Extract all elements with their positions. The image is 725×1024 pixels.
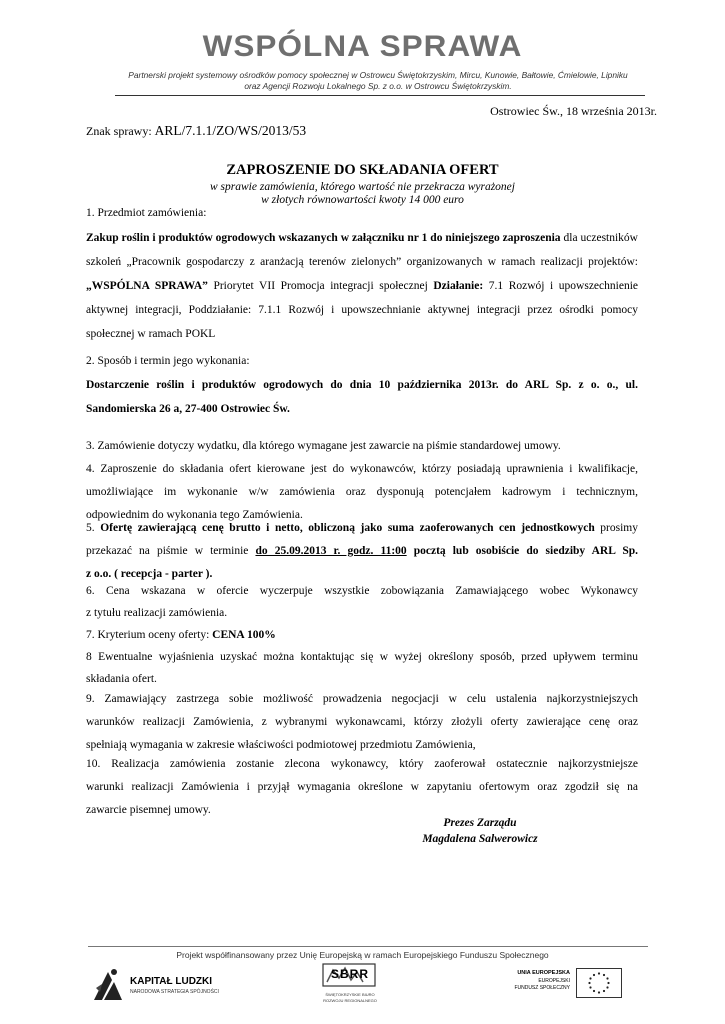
section6-line2: z tytułu realizacji zamówienia. [86,607,228,619]
section2-heading: 2. Sposób i termin jego wykonania: [86,355,250,367]
case-reference [86,123,306,139]
section7 [86,629,276,641]
section1-body [86,226,638,346]
document-date: Ostrowiec Św., 18 września 2013r. [490,104,657,118]
section1-text3: 7.1 Rozwój i upowszechnienie aktywnej integracji, Poddziałanie: 7.1.1 Rozwój i upowszechnianie aktywnej integracji przez ośrodki pomocy społecznej w ramach POKL [86,280,638,340]
eu-line2: EUROPEJSKI [538,978,570,984]
kapital-ludzki-title: KAPITAŁ LUDZKI [130,976,213,987]
kapital-ludzki-sub: NARODOWA STRATEGIA SPÓJNOŚCI [130,989,219,995]
signature-name: Magdalena Salwerowicz [422,833,538,845]
section4-line3: odpowiednim do wykonania tego Zamówienia. [86,509,303,521]
kapital-ludzki-logo [90,966,250,1006]
eu-line1: UNIA EUROPEJSKA [517,970,570,976]
section5-num: 5. [86,522,101,534]
section9-line2: warunków realizacji Zamówienia, z wybranymi wykonawcami, którzy złożyli oferty zawierające cenę oraz [86,716,638,728]
sbrr-title: SBRR [330,967,369,981]
section1-text2: Priorytet VII Promocja integracji społecznej [207,280,434,292]
kapital-ludzki-icon [90,966,126,1004]
section2-line1 [86,379,638,391]
section5-line1 [86,522,638,534]
footer-divider [88,946,648,947]
section9-line1: 9. Zamawiający zastrzega sobie możliwość prowadzenia negocjacji w celu ustalenia najkorzystniejszych [86,693,638,705]
eu-flag-icon [576,968,622,998]
section5-line3-text: z o.o. ( recepcja - parter ). [86,568,213,580]
section1-project: „WSPÓLNA SPRAWA” [86,280,208,292]
footer-text: Projekt współfinansowany przez Unię Europejską w ramach Europejskiego Funduszu Społecznego [176,950,549,960]
section3: 3. Zamówienie dotyczy wydatku, dla którego wymagane jest zawarcie na piśmie standardowej umowy. [86,440,561,452]
section10-line2: warunki realizacji Zamówienia i przyjął wymagania określone w zapytaniu ofertowym oraz zgodził się na [86,781,638,793]
section1-bold: Zakup roślin i produktów ogrodowych wskazanych w załączniku nr 1 do niniejszego zaproszenia [86,232,561,244]
section1-heading: 1. Przedmiot zamówienia: [86,207,207,219]
section5-text2: przekazać na piśmie w terminie [86,545,256,557]
section7-criterion: CENA 100% [212,629,276,641]
section5-bold: Ofertę zawierającą cenę brutto i netto, obliczoną jako suma zaoferowanych cen jednostkowych [100,522,595,534]
section9-line3: spełniają wymagania w zakresie właściwości podmiotowej przedmiotu Zamówienia, [86,739,476,751]
section8-line1: 8 Ewentualne wyjaśnienia uzyskać można kontaktując się w wyżej określony sposób, przed upływem terminu [86,651,638,663]
section10-line3: zawarcie pisemnej umowy. [86,804,211,816]
case-reference-label: Znak sprawy: [86,124,155,138]
section5-text1: prosimy [594,522,638,534]
header-title: WSPÓLNA SPRAWA [202,30,523,63]
eu-logo [490,966,630,1002]
section7-text: 7. Kryterium oceny oferty: [86,629,213,641]
section1-action-label: Działanie: [433,280,484,292]
section2-line2 [86,403,290,415]
header-subtitle-line1: Partnerski projekt systemowy ośrodków pomocy społecznej w Ostrowcu Świętokrzyskim, Mircu, Kunowie, Bałtowie, Ćmielowie, Lipniku [128,70,628,80]
section1-text1: dla uczestników szkoleń „Pracownik gospodarczy z aranżacją terenów zielonych” organizowanych w ramach realizacji projektów: [86,232,638,268]
sbrr-sub1: ŚWIĘTOKRZYSKIE BIURO [325,992,375,997]
sbrr-sub2: ROZWOJU REGIONALNEGO [323,998,377,1003]
section5-text3: pocztą lub osobiście do siedziby ARL Sp. [406,545,638,557]
section8-line2: składania ofert. [86,673,157,685]
section6-line1: 6. Cena wskazana w ofercie wyczerpuje wszystkie zobowiązania Zamawiającego wobec Wykonawcy [86,585,638,597]
sbrr-logo [315,960,385,1010]
eu-line3: FUNDUSZ SPOŁECZNY [514,985,570,991]
section5-deadline: do 25.09.2013 r. godz. 11:00 [255,545,407,557]
case-reference-value: ARL/7.1.1/ZO/WS/2013/53 [154,123,307,138]
section5-line2 [86,545,638,557]
document-title: ZAPROSZENIE DO SKŁADANIA OFERT [226,162,499,178]
section5-line3 [86,568,212,580]
document-subtitle-line2: w złotych równowartości kwoty 14 000 euro [261,194,464,206]
section4-line1: 4. Zaproszenie do składania ofert kierowane jest do wykonawców, którzy posiadają uprawnienia i kwalifikacje, [86,463,638,475]
section2-line1-text: Dostarczenie roślin i produktów ogrodowych do dnia 10 października 2013r. do ARL Sp. z o. o., ul. [86,379,638,391]
section10-line1: 10. Realizacja zamówienia zostanie zlecona wykonawcy, który zaoferował ostatecznie najkorzystniejsze [86,758,638,770]
header-divider [115,95,645,96]
signature-role: Prezes Zarządu [443,817,517,829]
document-subtitle-line1: w sprawie zamówienia, którego wartość nie przekracza wyrażonej [210,181,515,193]
section2-line2-text: Sandomierska 26 a, 27-400 Ostrowiec Św. [86,403,290,415]
header-subtitle-line2: oraz Agencji Rozwoju Lokalnego Sp. z o.o. w Ostrowcu Świętokrzyskim. [244,81,512,91]
section4-line2: umożliwiające im wykonanie w/w zamówienia oraz dysponują potencjałem kadrowym i technicznym, [86,486,638,498]
